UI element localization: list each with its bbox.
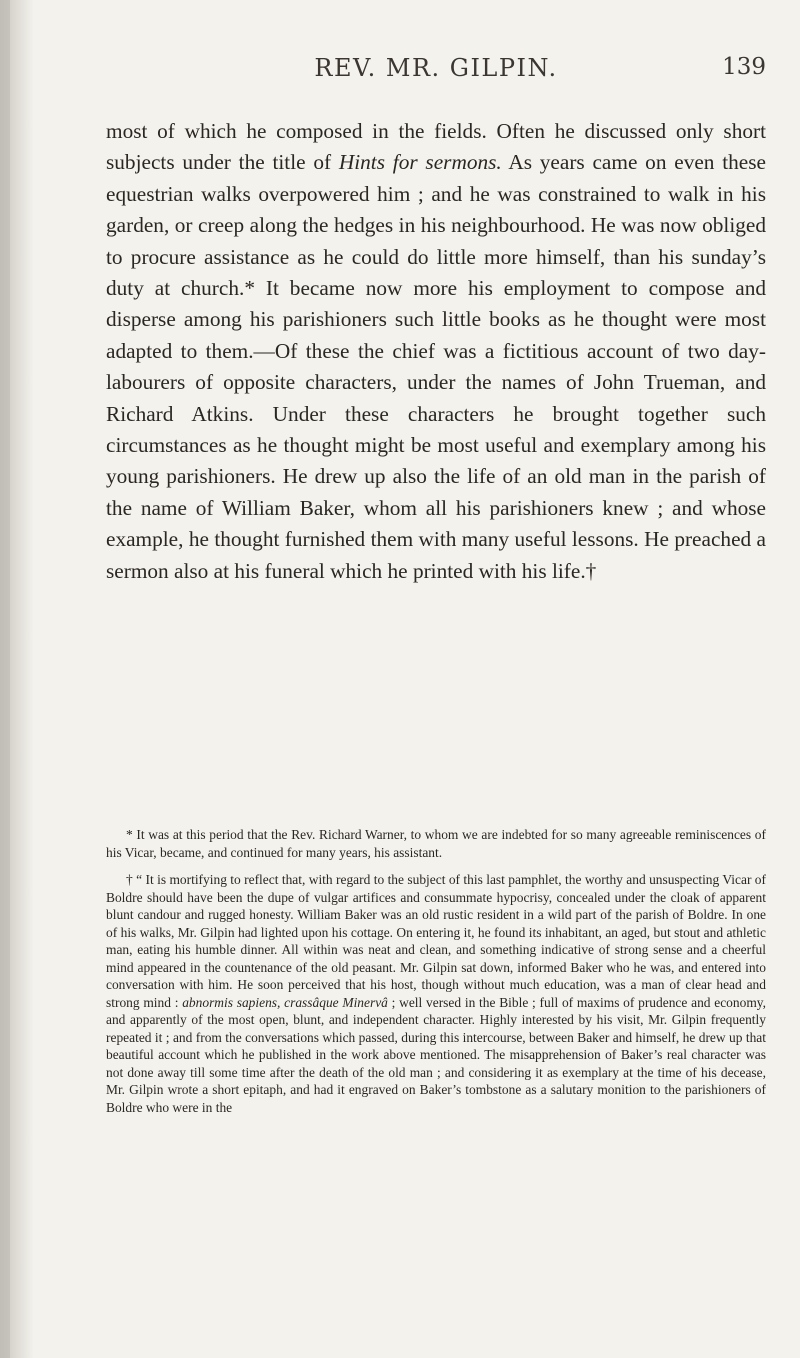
body-text-part-2: As years came on even these equestrian walks overpowered him ; and he was constrained to walk in his garden, or creep along the hedges in his neighbourhood. He was now obliged to procure assistance as he could do little more himself, than his sunday’s duty at church.* It became now more his employment to compose and disperse among his parishioners such little books as he thought were most adapted to them.—Of these the chief was a fictitious account of two day-labourers of opposite characters, under the names of John Trueman, and Richard Atkins. Under these characters he brought together such circumstances as he thought might be most useful and exemplary among his young parishioners. He drew up also the life of an old man in the parish of the name of William Baker, whom all his parishioners knew ; and whose example, he thought furnished them with many useful lessons. He preached a sermon also at his funeral which he printed with his life.† [106, 150, 766, 583]
body-paragraph [106, 116, 766, 587]
footnote-dagger-part-2: ; well versed in the Bible ; full of maxims of prudence and economy, and apparently of the most open, blunt, and independent character. Highly interested by his visit, Mr. Gilpin frequently repeated it ; and from the conversations which passed, during this intercourse, between Baker and himself, he drew up that beautiful account which he published in the work above mentioned. The misapprehension of Baker’s real character was not done away till some time after the death of the old man ; and considering it as exemplary at the time of his decease, Mr. Gilpin wrote a short epitaph, and had it engraved on Baker’s tombstone as a salutary monition to the parishioners of Boldre who were in the [106, 994, 766, 1115]
latin-quotation: abnormis sapiens, crassâque Minervâ [182, 994, 388, 1010]
footnote-dagger [106, 871, 766, 1116]
footnotes-section [106, 826, 766, 1116]
page-header [106, 54, 766, 94]
main-text [106, 116, 766, 587]
page-number: 139 [722, 54, 766, 80]
footnote-dagger-part-1: † “ It is mortifying to reflect that, with regard to the subject of this last pamphlet, the worthy and unsuspecting Vicar of Boldre should have been the dupe of vulgar artifices and consummate hypocrisy, concealed under the cloak of apparent blunt candour and rugged honesty. William Baker was an old rustic resident in a wild part of the parish of Boldre. In one of his walks, Mr. Gilpin had lighted upon his cottage. On entering it, he found its inhabitant, an aged, but stout and athletic man, eating his humble dinner. All within was neat and clean, and something indicative of strong sense and a cheerful mind appeared in the countenance of the old peasant. Mr. Gilpin sat down, informed Baker who he was, and entered into conversation with him. He soon perceived that his host, though without much education, was a man of clear head and strong mind : [106, 872, 766, 1010]
page-gutter-edge [0, 0, 10, 1358]
page-gutter-shadow [0, 0, 34, 1358]
body-text-part-1: most of which he composed in the fields. Often he discussed only short subjects under the title of [106, 119, 766, 175]
footnote-asterisk: * It was at this period that the Rev. Richard Warner, to whom we are indebted for so many agreeable reminiscences of his Vicar, became, and continued for many years, his assistant. [106, 827, 766, 860]
running-title: REV. MR. GILPIN. [314, 54, 558, 82]
book-title-hints-for-sermons: Hints for sermons. [338, 150, 502, 175]
